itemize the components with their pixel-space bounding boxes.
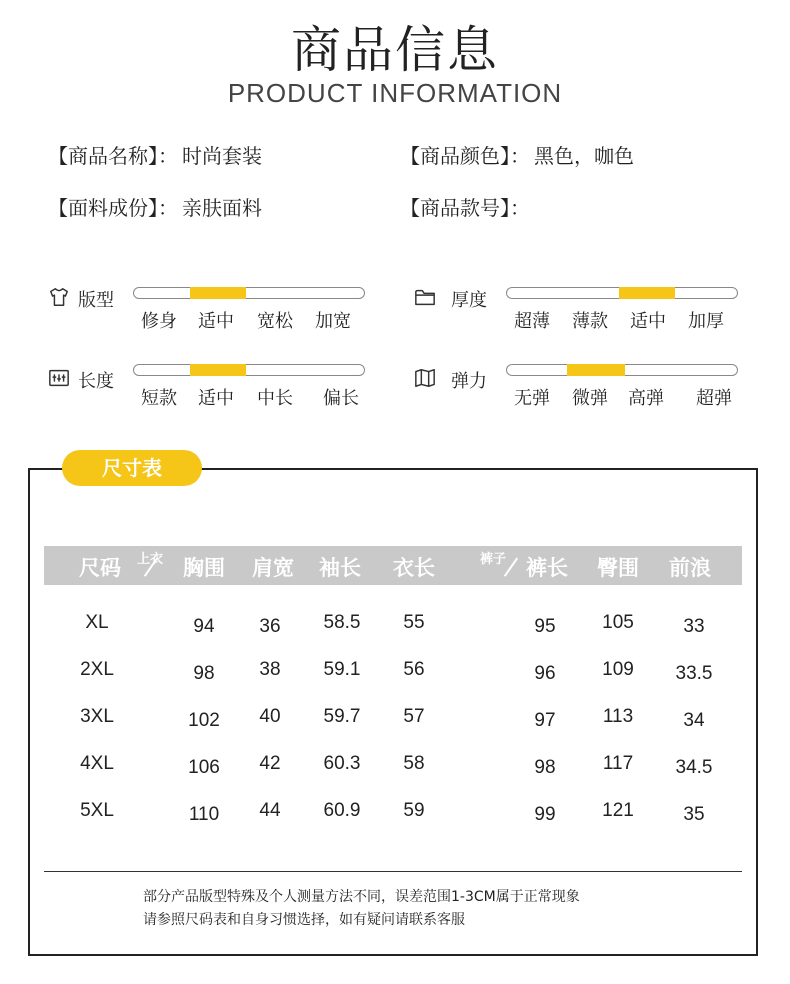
measurement-cell: 42 [259,753,281,774]
length-option: 中长 [257,388,293,409]
size-cell: 3XL [80,706,114,727]
measurement-cell: 117 [602,753,634,774]
fit-option: 适中 [198,311,234,332]
thickness-scale-fill [619,287,675,299]
measurement-cell: 98 [193,663,215,684]
length-scale-track [133,364,365,376]
thickness-option: 超薄 [514,311,550,332]
header-pants-tag: 裤子 [480,552,507,567]
size-cell: 2XL [80,659,114,680]
info-style [400,192,534,221]
measurement-cell: 95 [534,616,556,637]
elasticity-scale-track [506,364,738,376]
length-option: 适中 [198,388,234,409]
elasticity-option: 无弹 [514,388,550,409]
info-name-label: 【商品名称】： [48,144,178,168]
length-option: 偏长 [323,388,359,409]
tshirt-icon [48,286,70,308]
header-top-tag: 上衣 [137,552,164,567]
length-option: 短款 [141,388,177,409]
fit-option: 宽松 [257,311,293,332]
measurement-cell: 60.9 [323,800,361,821]
info-fabric-label: 【面料成份】： [48,196,178,220]
header-front-rise: 前浪 [669,556,711,580]
thickness-option: 加厚 [688,311,724,332]
info-name [48,140,262,169]
measurement-cell: 55 [403,612,425,633]
thickness-label: 厚度 [451,290,487,311]
measurement-cell: 96 [534,663,556,684]
measurement-cell: 94 [193,616,215,637]
size-table-tab: 尺寸表 [62,450,202,486]
map-icon [414,367,436,389]
fit-scale-fill [190,287,246,299]
measurement-cell: 113 [602,706,634,727]
page-subtitle: PRODUCT INFORMATION [227,78,563,108]
note-line-2: 请参照尺码表和自身习惯选择，如有疑问请联系客服 [143,912,465,928]
info-fabric-value: 亲肤面料 [182,196,262,220]
measurement-cell: 40 [259,706,281,727]
folder-icon [414,286,436,308]
info-color [400,140,634,169]
divider [44,871,742,872]
measurement-cell: 58.5 [323,612,361,633]
header-hip: 臀围 [597,556,639,580]
measurement-cell: 110 [188,804,220,825]
elasticity-option: 微弹 [572,388,608,409]
measurement-cell: 59.1 [323,659,361,680]
ruler-icon [48,367,70,389]
elasticity-option: 高弹 [628,388,664,409]
info-fabric [48,192,262,221]
thickness-scale-track [506,287,738,299]
header-sleeve: 袖长 [319,556,361,580]
measurement-cell: 121 [602,800,634,821]
thickness-option: 适中 [630,311,666,332]
elasticity-label: 弹力 [451,371,487,392]
measurement-cell: 44 [259,800,281,821]
fit-option: 加宽 [315,311,351,332]
info-style-label: 【商品款号】： [400,196,530,220]
length-label: 长度 [78,371,114,392]
header-size: 尺码 [79,556,121,580]
header-shoulder: 肩宽 [252,556,294,580]
header-top-length: 衣长 [393,556,435,580]
note-line-1: 部分产品版型特殊及个人测量方法不同，误差范围1-3CM属于正常现象 [143,889,580,905]
measurement-cell: 99 [534,804,556,825]
fit-option: 修身 [141,311,177,332]
measurement-cell: 33 [683,616,705,637]
measurement-cell: 105 [602,612,634,633]
measurement-cell: 109 [602,659,634,680]
size-cell: 5XL [80,800,114,821]
elasticity-option: 超弹 [696,388,732,409]
measurement-cell: 38 [259,659,281,680]
measurement-cell: 56 [403,659,425,680]
measurement-cell: 35 [683,804,705,825]
info-color-value: 黑色，咖色 [534,144,634,168]
length-scale-fill [190,364,246,376]
measurement-cell: 106 [188,757,220,778]
measurement-cell: 60.3 [323,753,361,774]
measurement-cell: 34 [683,710,705,731]
info-color-label: 【商品颜色】： [400,144,530,168]
size-cell: 4XL [80,753,114,774]
measurement-cell: 57 [403,706,425,727]
measurement-cell: 98 [534,757,556,778]
size-cell: XL [85,612,109,633]
page-title: 商品信息 [291,21,499,79]
measurement-cell: 34.5 [675,757,713,778]
info-name-value: 时尚套装 [182,144,262,168]
measurement-cell: 36 [259,616,281,637]
fit-label: 版型 [78,290,114,311]
header-chest: 胸围 [183,556,225,580]
header-pants-length: 裤长 [526,556,568,580]
measurement-cell: 33.5 [675,663,713,684]
measurement-cell: 59.7 [323,706,361,727]
thickness-option: 薄款 [572,311,608,332]
measurement-cell: 97 [534,710,556,731]
measurement-cell: 59 [403,800,425,821]
fit-scale-track [133,287,365,299]
measurement-cell: 102 [188,710,220,731]
measurement-cell: 58 [403,753,425,774]
elasticity-scale-fill [567,364,625,376]
